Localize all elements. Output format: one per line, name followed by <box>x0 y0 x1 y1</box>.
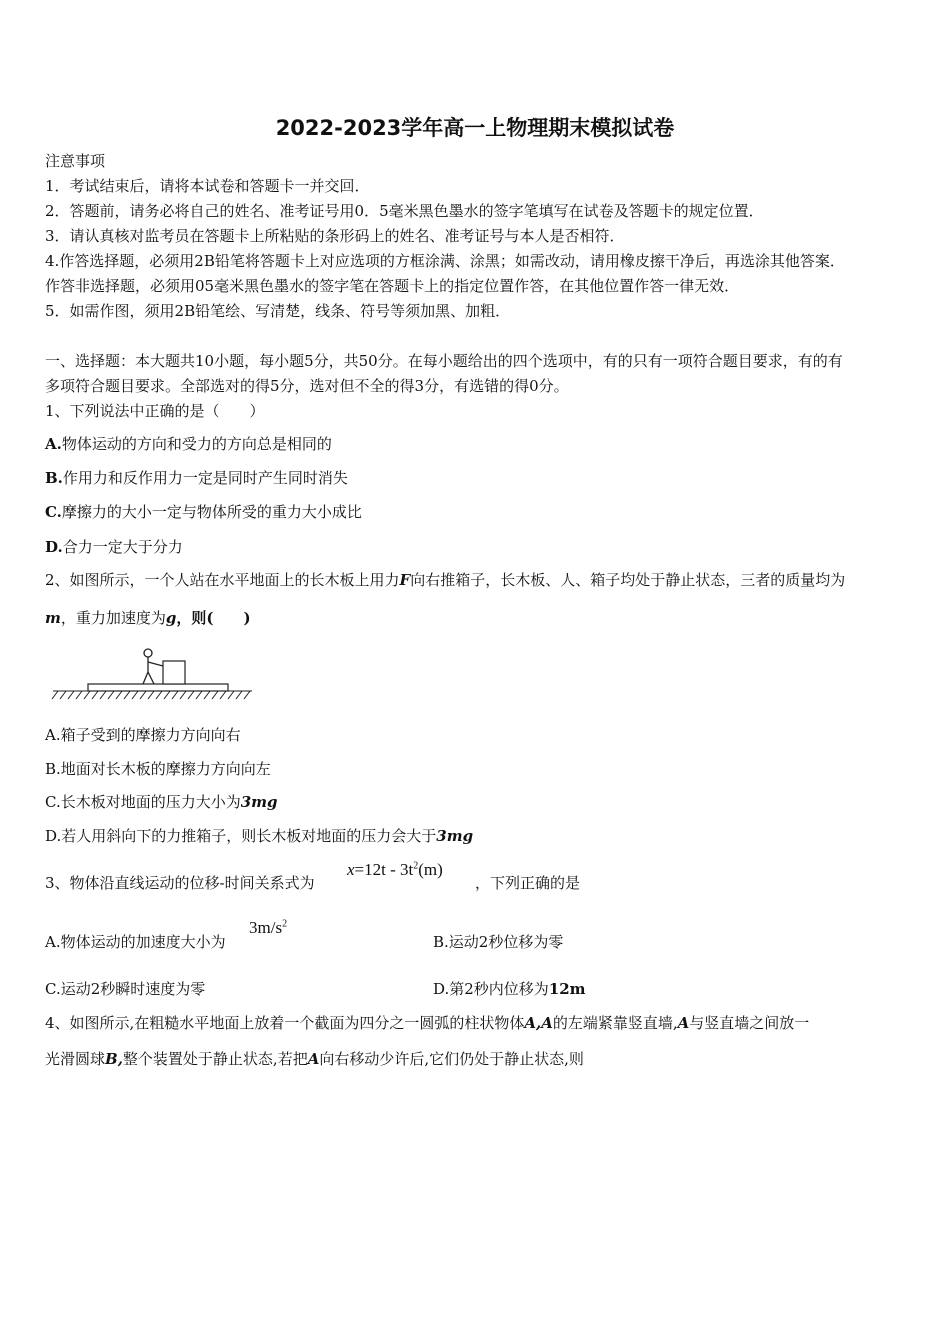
page-title: 2022-2023学年高一上物理期末模拟试卷 <box>275 116 675 140</box>
option-text: 合力一定大于分力 <box>62 538 183 556</box>
long-board <box>88 684 228 691</box>
q3-stem-b: ，下列正确的是 <box>475 874 581 892</box>
object-symbol: A <box>677 1014 690 1032</box>
person-icon <box>143 649 163 684</box>
board-person-box-figure <box>50 645 255 701</box>
option-label: A. <box>45 435 62 453</box>
text: ，重力加速度为 <box>60 609 166 627</box>
q3-option-a: A.物体运动的加速度大小为 <box>45 933 226 951</box>
option-label: C. <box>45 503 62 521</box>
accel-value: 3m/s <box>249 918 283 937</box>
option-value: 3mg <box>436 827 474 845</box>
q2-option-c <box>45 792 278 812</box>
q1-option-c <box>45 502 362 522</box>
ground-hatch <box>52 691 252 699</box>
q1-option-a <box>45 434 332 454</box>
box <box>163 661 185 684</box>
q2-option-b: B.地面对长木板的摩擦力方向向左 <box>45 760 271 778</box>
option-label: D. <box>45 538 63 556</box>
notice-item: 2．答题前，请务必将自己的姓名、准考证号用0．5毫米黑色墨水的签字笔填写在试卷及答题卡的规定位置． <box>45 202 764 220</box>
formula-exp: 2 <box>413 860 419 872</box>
text: 向右推箱子，长木板、人、箱子均处于静止状态，三者的质量均为 <box>410 571 846 589</box>
notice-item: 4.作答选择题，必须用2B铅笔将答题卡上对应选项的方框涂满、涂黑；如需改动，请用橡皮擦干净后，再选涂其他答案． <box>45 252 845 270</box>
object-symbol: A,A <box>524 1014 553 1032</box>
text: 光滑圆球 <box>45 1050 106 1068</box>
q3-formula <box>347 860 443 880</box>
notice-item: 1．考试结束后，请将本试卷和答题卡一并交回． <box>45 177 370 195</box>
option-text: C.长木板对地面的压力大小为 <box>45 793 241 811</box>
q2-option-a: A.箱子受到的摩擦力方向向右 <box>45 726 241 744</box>
section-instructions: 一、选择题：本大题共10小题，每小题5分，共50分。在每小题给出的四个选项中，有的只有一项符合题目要求，有的有 <box>45 352 843 370</box>
formula-body: =12t - 3t <box>354 860 414 879</box>
option-label: B. <box>45 469 63 487</box>
text: 4、如图所示,在粗糙水平地面上放着一个截面为四分之一圆弧的柱状物体 <box>45 1014 525 1032</box>
q3-option-b: B.运动2秒位移为零 <box>433 933 564 951</box>
text: 2、如图所示，一个人站在水平地面上的长木板上用力 <box>45 571 400 589</box>
q3-stem-a: 3、物体沿直线运动的位移-时间关系式为 <box>45 874 315 892</box>
force-symbol: F <box>399 571 411 589</box>
text: 整个装置处于静止状态,若把 <box>122 1050 308 1068</box>
q4-stem-line1 <box>45 1013 809 1033</box>
option-text: D.若人用斜向下的力推箱子，则长木板对地面的压力会大于 <box>45 827 437 845</box>
notice-item: 作答非选择题，必须用05毫米黑色墨水的签字笔在答题卡上的指定位置作答，在其他位置作答一律无效． <box>45 277 740 295</box>
notice-item: 5．如需作图，须用2B铅笔绘、写清楚，线条、符号等须加黑、加粗． <box>45 302 511 320</box>
q3-option-a-value <box>249 918 287 938</box>
option-text: 作用力和反作用力一定是同时产生同时消失 <box>62 469 348 487</box>
q1-option-d <box>45 537 183 557</box>
q3-option-d <box>433 979 586 999</box>
q2-stem-line2 <box>45 608 251 628</box>
option-text: 摩擦力的大小一定与物体所受的重力大小成比 <box>61 503 362 521</box>
notice-item: 3．请认真核对监考员在答题卡上所粘贴的条形码上的姓名、准考证号与本人是否相符． <box>45 227 625 245</box>
option-value: 3mg <box>240 793 278 811</box>
text: 的左端紧靠竖直墙, <box>552 1014 678 1032</box>
option-text: 物体运动的方向和受力的方向总是相同的 <box>61 435 332 453</box>
q2-option-d <box>45 826 473 846</box>
q3-option-c: C.运动2秒瞬时速度为零 <box>45 980 206 998</box>
q4-stem-line2 <box>45 1049 584 1069</box>
text: 向右移动少许后,它们仍处于静止状态,则 <box>319 1050 584 1068</box>
object-symbol: A <box>307 1050 320 1068</box>
text: ，则( ) <box>176 609 251 627</box>
accel-exp: 2 <box>282 918 288 930</box>
gravity-symbol: g <box>165 609 177 627</box>
q1-option-b <box>45 468 348 488</box>
section-instructions: 多项符合题目要求。全部选对的得5分，选对但不全的得3分，有选错的得0分。 <box>45 377 569 395</box>
text: 与竖直墙之间放一 <box>689 1014 810 1032</box>
option-value: 12m <box>548 980 586 998</box>
mass-symbol: m <box>45 609 61 627</box>
q1-stem: 1、下列说法中正确的是（ ） <box>45 402 265 420</box>
notice-heading: 注意事项 <box>45 152 106 170</box>
object-symbol: B, <box>105 1050 123 1068</box>
formula-unit: (m) <box>418 860 443 879</box>
option-text: D.第2秒内位移为 <box>433 980 549 998</box>
formula-var: x <box>347 860 355 879</box>
q2-stem-line1 <box>45 570 845 590</box>
